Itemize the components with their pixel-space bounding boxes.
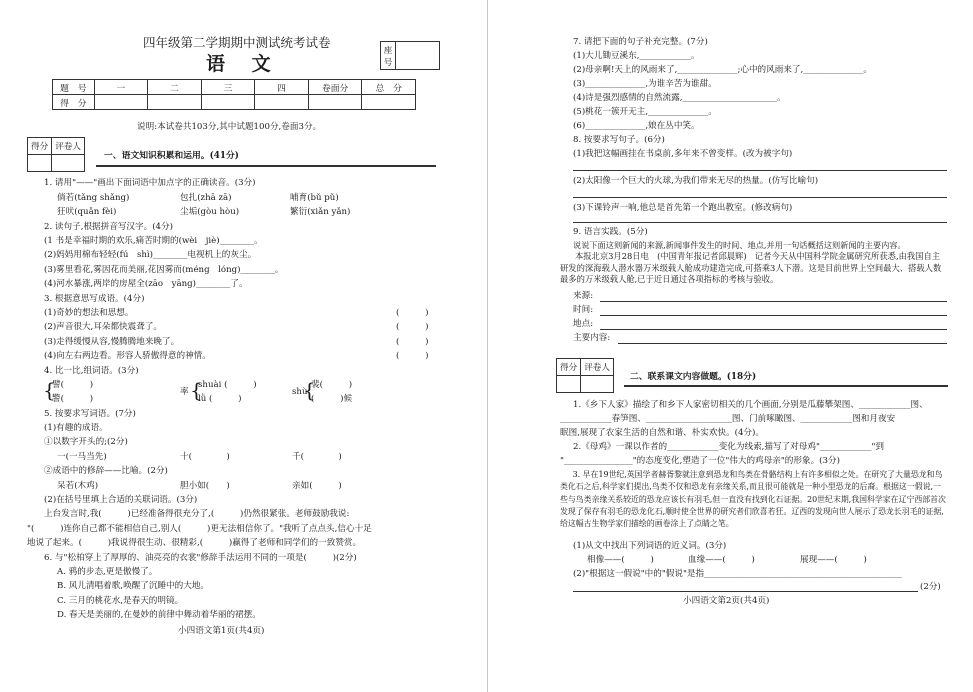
- q4-prompt: 4. 比一比,组词语。(3分): [44, 366, 139, 376]
- q6-prompt: 6. 与"松柏穿上了厚厚的、油亮亮的衣裳"修辞手法运用不同的一项是( )(2分): [44, 553, 357, 563]
- q7-prompt: 7. 请把下面的句子补充完整。(7分): [573, 37, 708, 47]
- q7-item: (3)______________,为谁辛苦为谁甜。: [573, 79, 717, 89]
- score-row-label: 得 分: [53, 95, 95, 110]
- score-header-cell: 三: [201, 80, 255, 95]
- q1-item: 包扎(zhā zā): [180, 193, 232, 203]
- q9-field-label: 时间:: [573, 305, 594, 315]
- s2q3-sub2: (2)"根据这一假说"中的"假说"是指______________________________________________: [573, 569, 902, 579]
- score-header-cell: 题 号: [53, 80, 95, 95]
- section2-title: 二、联系课文内容做题。(18分): [630, 372, 757, 382]
- grader-score-field[interactable]: [557, 376, 581, 393]
- s2q3-synonym: 展现——( ): [800, 555, 867, 565]
- score-cell[interactable]: [255, 95, 309, 110]
- exam-title: 四年级第二学期期中测试统考试卷: [143, 35, 331, 50]
- q5-sub1b: ②成语中的修辞——比喻。(2分): [44, 466, 168, 476]
- score-header-cell: 二: [148, 80, 202, 95]
- q4-right-char: shù: [292, 387, 308, 397]
- q1-prompt: 1. 请用"——"画出下面词语中加点字的正确读音。(3分): [44, 178, 256, 188]
- score-cell[interactable]: [201, 95, 255, 110]
- section2-rule: [624, 385, 948, 387]
- s2q3-sub1: (1)从文中找出下列词语的近义词。(3分): [573, 541, 727, 551]
- score-cell[interactable]: [362, 95, 416, 110]
- score-header-cell: 总 分: [362, 80, 416, 95]
- q4-mid-char: 率: [180, 387, 189, 397]
- grader-name-field[interactable]: [52, 155, 85, 172]
- seat-number-box: [380, 41, 440, 70]
- q5-sub1: (1)有趣的成语。: [44, 423, 108, 433]
- q8-prompt: 8. 按要求写句子。(6分): [573, 135, 665, 145]
- q4-left: 警( ): [52, 394, 94, 404]
- q5-sub2: (2)在括号里填上合适的关联词语。(3分): [44, 495, 198, 505]
- grader-name-field[interactable]: [581, 376, 614, 393]
- q8-item: (3)下课铃声一响,他总是首先第一个跑出教室。(修改病句): [573, 203, 793, 213]
- q3-item: (4)向左右两边看。形容人骄傲得意的神情。: [44, 351, 211, 361]
- q7-item: (6)______________,娘在丛中笑。: [573, 121, 700, 131]
- brace-symbol: {: [303, 378, 316, 402]
- q3-item: (1)奇妙的想法和思想。: [44, 308, 134, 318]
- score-header-cell: 一: [94, 80, 148, 95]
- s2q3-synonym: 血缘——( ): [688, 555, 755, 565]
- score-cell[interactable]: [148, 95, 202, 110]
- page1-footer: 小四语文第1页(共4页): [178, 626, 265, 636]
- grader-score-label: 得分: [557, 359, 581, 376]
- q4-mid: lǜ ( ): [198, 394, 242, 404]
- s2q1-line: ____________春笋图、____________________图、门前啄瞰图、____________图和月夜安: [560, 414, 896, 424]
- q9-intro: 说说下面这则新闻的来源,新闻事件发生的时间、地点,并用一句话概括这则新闻的主要内容。: [573, 240, 906, 250]
- q9-place-field[interactable]: [600, 329, 947, 330]
- q3-answer[interactable]: ( ): [396, 351, 429, 361]
- q1-item: 狂吠(quǎn fèi): [57, 207, 117, 217]
- q4-mid: shuài ( ): [198, 380, 257, 390]
- q1-item: 倘若(tǎng shǎng): [57, 193, 130, 203]
- q6-option[interactable]: C. 三月的桃花水,是春天的明镜。: [57, 596, 184, 606]
- score-header-cell: 卷面分: [308, 80, 362, 95]
- q7-item: (2)母亲啊!天上的风雨来了,______________;心中的风雨来了,______________。: [573, 65, 872, 75]
- s2q3-answer-line[interactable]: [573, 591, 918, 592]
- q1-item: 繁衍(xiǎn yǎn): [290, 207, 351, 217]
- q8-answer-line[interactable]: [573, 197, 947, 198]
- q2-item: (2)妈妈用棉布轻轻(fú shì)________电视机上的灰尘。: [44, 250, 257, 260]
- page-divider: [487, 0, 488, 692]
- brace-symbol: {: [190, 378, 203, 402]
- score-cell[interactable]: [308, 95, 362, 110]
- q9-time-field[interactable]: [600, 315, 947, 316]
- q5-row2: 亲如( ): [292, 481, 342, 491]
- q5-row2: 呆若(木鸡): [57, 481, 99, 491]
- q2-item: (1 书是幸福时期的欢乐,痛苦时期的(wèi jiè)________。: [44, 236, 263, 246]
- q9-field-label: 地点:: [573, 319, 594, 329]
- s2q3-passage: 3. 早在19世纪,英国学者赫胥黎就注意到恐龙和鸟类在骨骼结构上有许多相似之处。在研究了大量恐龙和鸟类化石之后,科学家们提出,鸟类不仅和恐龙有亲缘关系,而且很可能就是一种小型恐龙的后裔。根据这一假说,一些与鸟类亲缘关系较近的恐龙应该长有羽毛,但一直没有找到化石证据。20世纪末期,我国科学家在辽宁西部首次发现了保存有羽毛的恐龙化石,顺时使全世界的研究者们欣喜若狂。辽西的发现向世人展示了恐龙长羽毛的证据,给这幅古生物学家们描绘的画卷涂上了点睛之笔。: [560, 470, 946, 529]
- q7-item: (4)诗是强烈感情的自然流露,______________________。: [573, 93, 786, 103]
- q6-option[interactable]: B. 风儿清唱着歌,唤醒了沉睡中的大地。: [57, 581, 210, 591]
- q9-field-label: 来源:: [573, 291, 594, 301]
- q6-option[interactable]: A. 鸦的步态,更是傲慢了。: [57, 567, 158, 577]
- s2q1-line: 1.《乡下人家》描绘了和乡下人家密切相关的几个画面,分别是瓜藤攀架图、____________图、: [573, 400, 928, 410]
- q8-item: (1)我把这幅画挂在书桌前,多年来不曾变样。(改为被字句): [573, 149, 793, 159]
- score-cell[interactable]: [94, 95, 148, 110]
- grader-score-label: 得分: [28, 138, 52, 155]
- grader-box-2: [556, 358, 614, 393]
- q5-sub1a: ①以数字开头的;(2分): [44, 437, 128, 447]
- q5-row1: 十( ): [180, 452, 230, 462]
- q9-field-label: 主要内容:: [573, 333, 611, 343]
- q3-item: (3)走得缓慢从容,慢腾腾地来晚了。: [44, 337, 180, 347]
- score-table: [52, 79, 416, 110]
- subject-title: 语 文: [206, 53, 281, 75]
- q9-news: 本报北京3月28日电 (中国青年报记者邱晨辉) 记者今天从中国科学院金属研究所获悉,由我国自主研发的深海载人潜水器万米级载人舱成功建造完成,可搭乘3人下潜。这是目前世界上空间最大、搭载人数最多的万米级载人舱,已于近日通过各项指标的考核与验收。: [560, 251, 942, 285]
- q3-answer[interactable]: ( ): [396, 337, 429, 347]
- q6-option[interactable]: D. 春天是美丽的,在曼妙的前律中舞动着华丽的裙摆。: [57, 610, 261, 620]
- q4-left: 譬( ): [52, 380, 94, 390]
- grader-box: [27, 137, 85, 172]
- q1-item: 哺育(bǔ pǔ): [290, 193, 339, 203]
- score-header-cell: 四: [255, 80, 309, 95]
- brace-symbol: {: [43, 378, 56, 402]
- q5-text-line: "( )连你自己都不能相信自己,别人( )更无法相信你了。"我听了点点头,信心十足: [27, 524, 372, 534]
- q5-text-line: 上台发言时,我( )已经准备得很充分了,( )仍然很紧张。老师鼓励我说:: [44, 509, 350, 519]
- q2-item: (3)雾里看花,雾因花而美丽,花因雾而(méng lóng)________。: [44, 265, 284, 275]
- s2q1-line: 眠图,展现了农家生活的自然和谐、朴实欢快。(4分)。: [560, 428, 764, 438]
- q3-prompt: 3. 根据意思写成语。(4分): [44, 294, 145, 304]
- section1-rule: [96, 165, 436, 167]
- q5-prompt: 5. 按要求写词语。(7分): [44, 409, 136, 419]
- q7-item: (5)桃花一簇开无主,______________。: [573, 107, 717, 117]
- s2q3-points: (2分): [920, 582, 941, 592]
- q1-item: 尘垢(gòu hòu): [180, 207, 240, 217]
- seat-label: 座号: [381, 42, 396, 69]
- grader-score-field[interactable]: [28, 155, 52, 172]
- q9-content-field[interactable]: [618, 343, 947, 344]
- grader-name-label: 评卷人: [581, 359, 614, 376]
- q5-row1: 千( ): [292, 452, 342, 462]
- s2q3-synonym: 相像——( ): [587, 555, 654, 565]
- s2q2-line: 2.《母鸡》一课以作者的____________变化为线索,描写了对母鸡"____________"到: [573, 442, 885, 452]
- q5-text-line: 地说了起来。( )我说得很生动、很精彩,( )赢得了老师和同学们的一致赞赏。: [27, 538, 362, 548]
- q3-answer[interactable]: ( ): [396, 308, 429, 318]
- q5-row1: 一(一马当先): [57, 452, 107, 462]
- s2q2-line: "________________"的态度变化,塑造了一位"伟大的鸡母亲"的形象。(3分): [560, 456, 840, 466]
- q4-right: 裴( ): [311, 380, 353, 390]
- q3-item: (2)声音很大,耳朵都快震聋了。: [44, 322, 163, 332]
- seat-number-field[interactable]: [396, 42, 439, 69]
- q7-item: (1)大儿锄豆溪东,____________。: [573, 51, 700, 61]
- q8-answer-line[interactable]: [573, 170, 947, 171]
- q9-prompt: 9. 语言实践。(5分): [573, 227, 648, 237]
- grader-name-label: 评卷人: [52, 138, 85, 155]
- q8-item: (2)太阳像一个巨大的火球,为我们带来无尽的热量。(仿写比喻句): [573, 176, 819, 186]
- q3-answer[interactable]: ( ): [396, 322, 429, 332]
- q4-right: ( )候: [311, 394, 353, 404]
- section1-title: 一、语文知识积累和运用。(41分): [104, 151, 239, 161]
- q8-answer-line[interactable]: [573, 222, 947, 223]
- q9-source-field[interactable]: [600, 301, 947, 302]
- instructions: 说明:本试卷共103分,其中试题100分,卷面3分。: [137, 122, 322, 132]
- q2-prompt: 2. 读句子,根据拼音写汉字。(4分): [44, 222, 173, 232]
- page2-footer: 小四语文第2页(共4页): [683, 596, 770, 606]
- q2-item: (4)河水暴涨,两岸的房屋全(zāo yāng)________了。: [44, 279, 248, 289]
- q5-row2: 胆小如( ): [180, 481, 230, 491]
